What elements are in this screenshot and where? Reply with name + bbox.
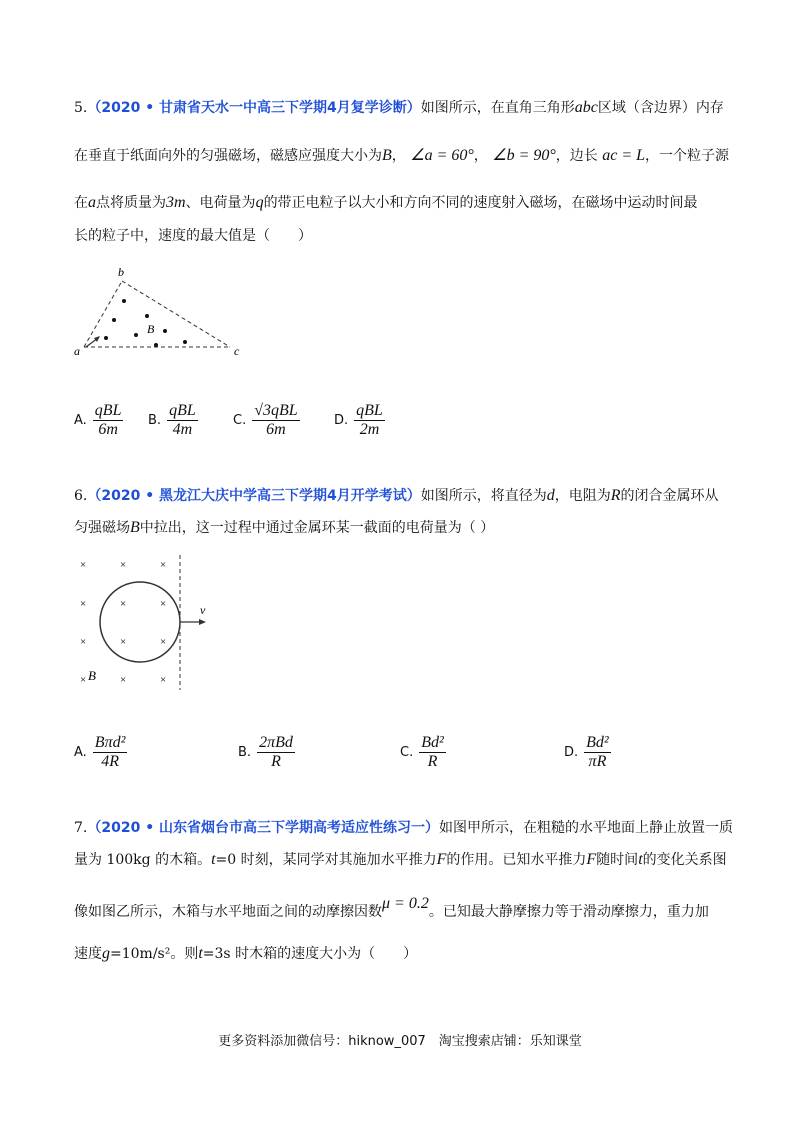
q5-edge-ab bbox=[84, 281, 122, 347]
q6-line-2 bbox=[74, 518, 494, 538]
q5-text: 点将质量为 bbox=[96, 195, 166, 211]
denominator: R bbox=[427, 753, 438, 770]
q7-line-2 bbox=[74, 850, 727, 870]
option-label: C. bbox=[233, 413, 247, 428]
q6-var-d: d bbox=[546, 487, 555, 504]
q5-var-abc: abc bbox=[574, 99, 598, 116]
q5-mass: 3m bbox=[166, 194, 186, 211]
q6-text: 的闭合金属环从 bbox=[620, 488, 719, 504]
q5-field-dot bbox=[163, 329, 167, 333]
q5-field-dot bbox=[183, 340, 187, 344]
q7-text: 的变化关系图 bbox=[642, 852, 727, 868]
q5-var-a: a bbox=[88, 194, 96, 211]
numerator: Bd² bbox=[421, 734, 444, 751]
q5-text: 、电荷量为 bbox=[185, 195, 256, 211]
numerator: qBL bbox=[169, 402, 196, 419]
q7-var-g: g bbox=[102, 945, 110, 962]
q7-friction-coefficient: μ = 0.2 bbox=[382, 895, 429, 912]
denominator: 6m bbox=[98, 421, 118, 438]
q5-line-3 bbox=[74, 193, 698, 213]
q5-text: ， bbox=[473, 148, 488, 164]
denominator: R bbox=[271, 753, 281, 770]
q5-edge-bc bbox=[122, 281, 230, 347]
denominator: 2m bbox=[359, 421, 380, 438]
option-label: A. bbox=[74, 413, 87, 428]
q7-line-4 bbox=[74, 944, 417, 964]
q7-var-F: F bbox=[586, 851, 597, 868]
q7-text: 。已知最大静摩擦力等于滑动摩擦力，重力加 bbox=[428, 904, 709, 920]
q5-var-B: B bbox=[382, 147, 392, 164]
q7-line-1 bbox=[74, 818, 733, 838]
q7-text: 随时间 bbox=[596, 852, 639, 868]
q7-source: （2020 • 山东省烟台市高三下学期高考适应性练习一） bbox=[87, 820, 440, 836]
cross-mark: × bbox=[80, 559, 87, 571]
q5-text: 在垂直于纸面向外的匀强磁场，磁感应强度大小为 bbox=[74, 148, 382, 164]
q5-text: 的带正电粒子以大小和方向不同的速度射入磁场，在磁场中运动时间最 bbox=[263, 195, 698, 211]
q6-option-a-formula bbox=[93, 734, 128, 771]
denominator: 6m bbox=[266, 421, 286, 438]
q6-number: 6. bbox=[74, 488, 88, 504]
q7-text: 的作用。已知水平推力 bbox=[446, 852, 587, 868]
q6-metal-ring bbox=[100, 582, 180, 662]
option-label: D. bbox=[564, 745, 579, 760]
numerator: qBL bbox=[94, 402, 122, 419]
q5-line-2 bbox=[74, 146, 729, 166]
q5-field-dot bbox=[122, 299, 126, 303]
q5-side-ac: ac = L bbox=[602, 147, 646, 164]
q6-line-1 bbox=[74, 486, 719, 506]
q5-charge: q bbox=[255, 194, 264, 211]
q5-field-dot bbox=[112, 318, 116, 322]
cross-mark: × bbox=[120, 598, 127, 610]
q6-text: ，电阻为 bbox=[554, 488, 611, 504]
q6-ring-figure bbox=[72, 550, 222, 695]
page-footer: 更多资料添加微信号：hiknow_007 淘宝搜索店铺：乐知课堂 bbox=[218, 1034, 582, 1049]
q7-text: 像如图乙所示，木箱与水平地面之间的动摩擦因数 bbox=[74, 904, 382, 920]
numerator: 2πBd bbox=[259, 734, 293, 751]
cross-mark: × bbox=[80, 636, 87, 648]
q6-source: （2020 • 黑龙江大庆中学高三下学期4月开学考试） bbox=[87, 488, 421, 504]
q5-label-c: c bbox=[234, 344, 240, 358]
q5-option-b-formula bbox=[167, 402, 198, 439]
q5-field-dot bbox=[145, 314, 149, 318]
denominator: 4m bbox=[172, 421, 193, 438]
q6-label-B: B bbox=[88, 668, 96, 683]
q5-text: 在 bbox=[74, 195, 88, 211]
cross-mark: × bbox=[160, 598, 167, 610]
denominator: 4R bbox=[101, 753, 119, 770]
q5-option-a[interactable] bbox=[74, 402, 123, 439]
cross-mark: × bbox=[80, 674, 87, 686]
cross-mark: × bbox=[80, 598, 87, 610]
q5-angle-b: ∠b = 90° bbox=[492, 147, 556, 164]
q7-var-t: t bbox=[198, 945, 203, 962]
q5-text: ， bbox=[391, 148, 406, 164]
q5-option-a-formula bbox=[93, 402, 124, 439]
q6-arrowhead bbox=[199, 619, 206, 625]
q5-field-dot bbox=[104, 336, 108, 340]
q5-option-d[interactable] bbox=[334, 402, 385, 439]
q6-option-c[interactable] bbox=[400, 734, 446, 771]
cross-mark: × bbox=[120, 674, 127, 686]
q5-line-4: 长的粒子中，速度的最大值是（ ） bbox=[74, 228, 312, 244]
q7-var-F: F bbox=[436, 851, 447, 868]
q5-arrowhead bbox=[94, 336, 100, 342]
q5-field-dot bbox=[154, 343, 158, 347]
q7-var-t: t bbox=[211, 851, 216, 868]
option-label: B. bbox=[238, 745, 252, 760]
cross-mark: × bbox=[120, 636, 127, 648]
q5-line-1 bbox=[74, 98, 724, 118]
q5-text: ，一个粒子源 bbox=[645, 148, 730, 164]
q7-text: =10m/s²。则 bbox=[110, 946, 199, 962]
q5-label-B: B bbox=[147, 322, 155, 336]
q6-option-b[interactable] bbox=[238, 734, 295, 771]
q5-field-dot bbox=[134, 333, 138, 337]
option-label: B. bbox=[148, 413, 162, 428]
q5-source: （2020 • 甘肃省天水一中高三下学期4月复学诊断） bbox=[87, 100, 421, 116]
q6-option-d[interactable] bbox=[564, 734, 611, 771]
q5-text: ，边长 bbox=[555, 148, 598, 164]
q7-line-3 bbox=[74, 895, 709, 922]
q5-label-a: a bbox=[74, 344, 80, 358]
q5-option-b[interactable] bbox=[148, 402, 198, 439]
q5-option-c[interactable] bbox=[233, 402, 300, 439]
q7-number: 7. bbox=[74, 820, 88, 836]
option-label: D. bbox=[334, 413, 349, 428]
q5-angle-a: ∠a = 60° bbox=[410, 147, 474, 164]
q5-text: 区域（含边界）内存 bbox=[597, 100, 724, 116]
q7-var-t: t bbox=[638, 851, 643, 868]
q5-triangle-figure bbox=[68, 265, 258, 365]
option-label: A. bbox=[74, 745, 87, 760]
numerator: Bπd² bbox=[94, 734, 126, 751]
q6-var-B: B bbox=[130, 519, 140, 536]
q6-option-c-formula bbox=[419, 734, 446, 771]
q6-text: 中拉出，这一过程中通过金属环某一截面的电荷量为（ ） bbox=[139, 520, 495, 536]
q7-text: =3s 时木箱的速度大小为（ ） bbox=[202, 946, 418, 962]
q6-option-d-formula bbox=[584, 734, 611, 771]
q6-option-b-formula bbox=[257, 734, 295, 771]
q5-label-b: b bbox=[118, 265, 124, 279]
cross-mark: × bbox=[160, 674, 167, 686]
option-label: C. bbox=[400, 745, 414, 760]
q6-var-R: R bbox=[610, 487, 621, 504]
q5-text: 如图所示，在直角三角形 bbox=[420, 100, 575, 116]
q6-option-a[interactable] bbox=[74, 734, 127, 771]
q7-text: 如图甲所示，在粗糙的水平地面上静止放置一质 bbox=[439, 820, 734, 836]
cross-mark: × bbox=[160, 559, 167, 571]
q5-option-c-formula bbox=[252, 402, 299, 439]
q7-text: 速度 bbox=[74, 946, 102, 962]
q6-text: 匀强磁场 bbox=[74, 520, 130, 536]
numerator: Bd² bbox=[586, 734, 609, 751]
numerator: √3qBL bbox=[254, 402, 298, 419]
q5-option-d-formula bbox=[354, 402, 385, 439]
q5-number: 5. bbox=[74, 100, 88, 116]
q7-text: 量为 100kg 的木箱。 bbox=[74, 852, 212, 868]
q6-text: 如图所示，将直径为 bbox=[420, 488, 547, 504]
q6-label-v: v bbox=[200, 603, 206, 617]
cross-mark: × bbox=[120, 559, 127, 571]
cross-mark: × bbox=[160, 636, 167, 648]
denominator: πR bbox=[588, 753, 607, 770]
numerator: qBL bbox=[356, 402, 383, 419]
q7-text: =0 时刻，某同学对其施加水平推力 bbox=[215, 852, 437, 868]
